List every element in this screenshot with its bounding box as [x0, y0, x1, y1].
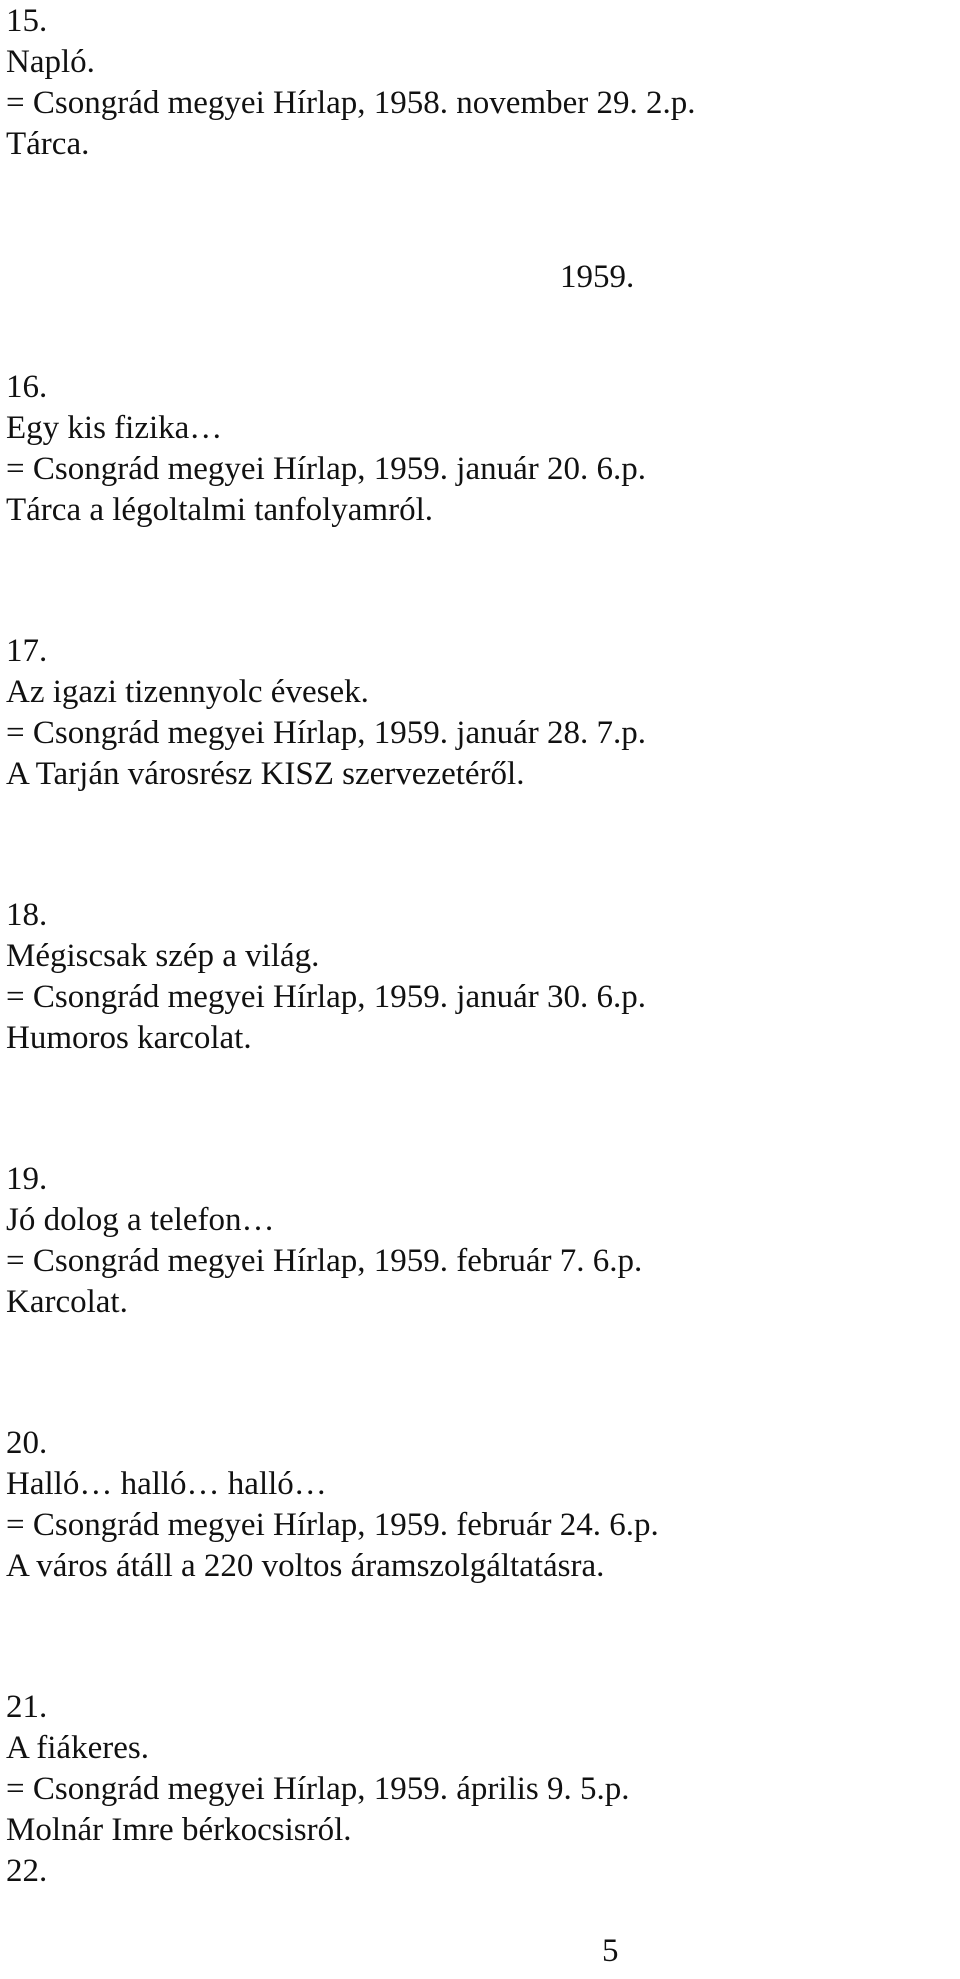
entry-title: Napló.	[6, 44, 95, 80]
entry-number: 22.	[6, 1853, 48, 1889]
page-number: 5	[602, 1933, 619, 1969]
entry-number: 20.	[6, 1425, 48, 1461]
entry-number: 16.	[6, 369, 48, 405]
year-heading: 1959.	[560, 259, 635, 295]
entry-source: = Csongrád megyei Hírlap, 1958. november 29. 2.p.	[6, 85, 696, 121]
entry-note: A Tarján városrész KISZ szervezetéről.	[6, 756, 525, 792]
entry-source: = Csongrád megyei Hírlap, 1959. április 9. 5.p.	[6, 1771, 630, 1807]
entry-note: Tárca.	[6, 126, 90, 162]
entry-title: Mégiscsak szép a világ.	[6, 938, 320, 974]
entry-source: = Csongrád megyei Hírlap, 1959. február 24. 6.p.	[6, 1507, 659, 1543]
entry-note: Tárca a légoltalmi tanfolyamról.	[6, 492, 433, 528]
entry-note: Molnár Imre bérkocsisról.	[6, 1812, 352, 1848]
entry-note: Humoros karcolat.	[6, 1020, 252, 1056]
entry-note: Karcolat.	[6, 1284, 128, 1320]
entry-number: 17.	[6, 633, 48, 669]
entry-note: A város átáll a 220 voltos áramszolgáltatásra.	[6, 1548, 605, 1584]
entry-source: = Csongrád megyei Hírlap, 1959. február 7. 6.p.	[6, 1243, 643, 1279]
entry-title: Egy kis fizika…	[6, 410, 223, 446]
entry-number: 19.	[6, 1161, 48, 1197]
entry-number: 15.	[6, 3, 48, 39]
entry-title: Halló… halló… halló…	[6, 1466, 327, 1502]
entry-title: A fiákeres.	[6, 1730, 149, 1766]
entry-source: = Csongrád megyei Hírlap, 1959. január 30. 6.p.	[6, 979, 646, 1015]
entry-title: Jó dolog a telefon…	[6, 1202, 275, 1238]
entry-number: 21.	[6, 1689, 48, 1725]
entry-number: 18.	[6, 897, 48, 933]
entry-source: = Csongrád megyei Hírlap, 1959. január 28. 7.p.	[6, 715, 646, 751]
entry-title: Az igazi tizennyolc évesek.	[6, 674, 369, 710]
entry-source: = Csongrád megyei Hírlap, 1959. január 20. 6.p.	[6, 451, 646, 487]
